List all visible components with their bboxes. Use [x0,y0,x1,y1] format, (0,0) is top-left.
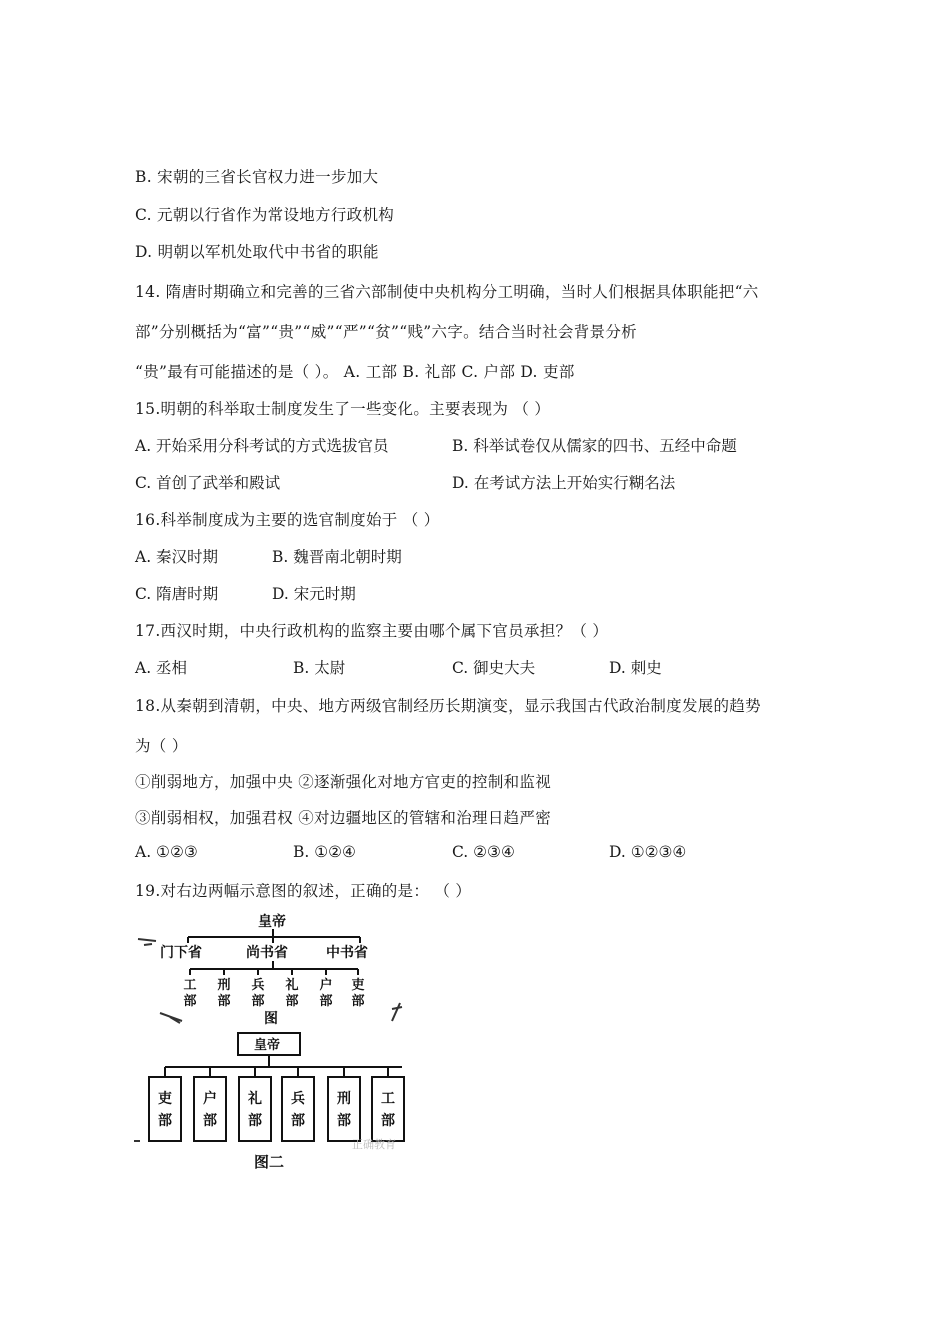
fig2-dept-box-2 [239,1077,271,1141]
q13-option-d: D. 明朝以军机处取代中书省的职能 [135,243,379,261]
q17-option-b: B. 太尉 [293,659,346,677]
fig2-caption: 图二 [254,1153,285,1171]
fig1-dept-2: 兵部 [251,978,265,1009]
fig2-emperor: 皇帝 [254,1038,281,1053]
q14-stem-line1: 14. 隋唐时期确立和完善的三省六部制使中央机构分工明确，当时人们根据具体职能把“六 [135,283,759,301]
q16-option-d: D. 宋元时期 [272,585,356,603]
q18-option-a: A. ①②③ [135,843,198,861]
q13-option-b: B. 宋朝的三省长官权力进一步加大 [135,168,379,186]
q18-statements-1: ①削弱地方，加强中央 ②逐渐强化对地方官吏的控制和监视 [135,773,552,791]
fig2-dept-1: 户部 [203,1091,217,1129]
q15-stem: 15.明朝的科举取士制度发生了一些变化。主要表现为 （ ） [135,400,551,418]
q17-option-a: A. 丞相 [135,659,188,677]
fig1-menxia-sheng: 门下省 [160,945,202,961]
q18-stem-line1: 18.从秦朝到清朝，中央、地方两级官制经历长期演变，显示我国古代政治制度发展的趋势 [135,697,761,715]
q18-option-b: B. ①②④ [293,843,356,861]
fig2-dept-0: 吏部 [158,1091,172,1129]
government-structure-figure [130,905,430,1175]
watermark: 正确教育 [352,1138,396,1151]
q16-option-c: C. 隋唐时期 [135,585,219,603]
q17-stem: 17.西汉时期，中央行政机构的监察主要由哪个属下官员承担？（ ） [135,622,609,640]
fig1-dept-0: 工部 [183,978,197,1009]
q15-option-c: C. 首创了武举和殿试 [135,474,281,492]
fig2-dept-box-3 [282,1077,314,1141]
fig1-dept-5: 吏部 [351,978,365,1009]
fig2-dept-box-1 [194,1077,226,1141]
q18-stem-line2: 为（ ） [135,737,188,755]
fig1-zhongshu-sheng: 中书省 [326,945,368,961]
q17-option-c: C. 御史大夫 [452,659,536,677]
q13-option-c: C. 元朝以行省作为常设地方行政机构 [135,206,395,224]
fig1-dept-3: 礼部 [285,978,299,1009]
q18-statements-2: ③削弱相权，加强君权 ④对边疆地区的管辖和治理日趋严密 [135,809,552,827]
q18-option-c: C. ②③④ [452,843,515,861]
fig2-dept-4: 刑部 [337,1091,351,1129]
fig2-dept-box-5 [372,1077,404,1141]
fig2-dept-2: 礼部 [248,1091,262,1129]
q14-stem-line2: 部”分别概括为“富”“贵”“威”“严”“贫”“贱”六字。结合当时社会背景分析 [135,323,637,341]
q14-stem-line3: “贵”最有可能描述的是（ ）。 A. 工部 B. 礼部 C. 户部 D. 吏部 [135,363,575,381]
fig2-dept-box-4 [328,1077,360,1141]
q15-option-b: B. 科举试卷仅从儒家的四书、五经中命题 [452,437,737,455]
fig1-dept-1: 刑部 [217,978,231,1009]
fig1-emperor: 皇帝 [258,914,286,930]
q16-option-b: B. 魏晋南北朝时期 [272,548,402,566]
q15-option-a: A. 开始采用分科考试的方式选拔官员 [135,437,389,455]
q18-option-d: D. ①②③④ [609,843,687,861]
fig2-dept-3: 兵部 [291,1091,305,1129]
q19-stem: 19.对右边两幅示意图的叙述，正确的是： （ ） [135,882,472,900]
fig1-shangshu-sheng: 尚书省 [246,945,288,961]
q16-stem: 16.科举制度成为主要的选官制度始于 （ ） [135,511,440,529]
q16-option-a: A. 秦汉时期 [135,548,219,566]
fig2-dept-box-0 [149,1077,181,1141]
fig1-caption: 图 [264,1011,278,1027]
fig1-dept-4: 户部 [319,978,333,1009]
fig2-dept-5: 工部 [381,1091,395,1129]
q15-option-d: D. 在考试方法上开始实行糊名法 [452,474,676,492]
structure-diagram [130,905,430,1175]
q17-option-d: D. 刺史 [609,659,662,677]
